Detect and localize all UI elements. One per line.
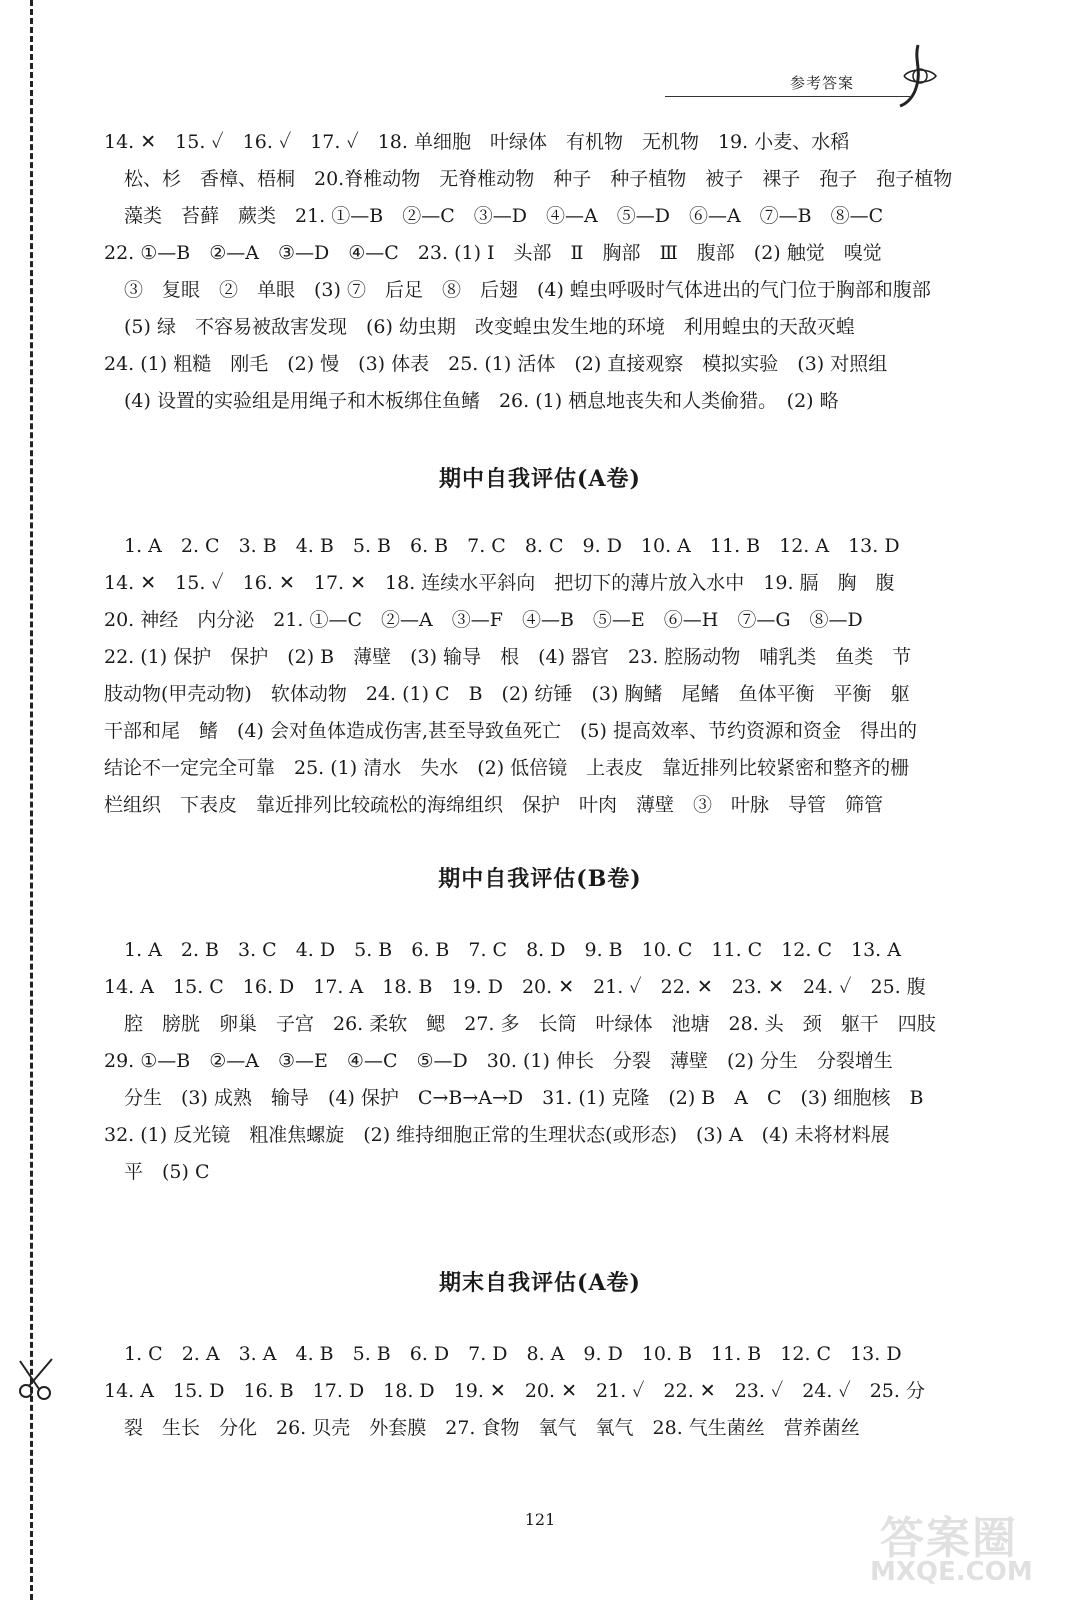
answer-line: 14. ✕ 15. ✓ 16. ✓ 17. ✓ 18. 单细胞 叶绿体 有机物 无机物 19. 小麦、水稻 (104, 131, 850, 153)
answer-line: 22. ①—B ②—A ③—D ④—C 23. (1) Ⅰ 头部 Ⅱ 胸部 Ⅲ 腹部 (2) 触觉 嗅觉 (104, 242, 882, 264)
page-number: 121 (524, 1510, 556, 1529)
header-rule (665, 96, 910, 97)
answers-section-3 (104, 1336, 984, 1447)
answer-line: 结论不一定完全可靠 25. (1) 清水 失水 (2) 低倍镜 上表皮 靠近排列比较紧密和整齐的栅 (104, 757, 910, 779)
answer-line: 24. (1) 粗糙 刚毛 (2) 慢 (3) 体表 25. (1) 活体 (2) 直接观察 模拟实验 (3) 对照组 (104, 353, 888, 375)
answer-line: (4) 设置的实验组是用绳子和木板绑住鱼鳍 26. (1) 栖息地丧失和人类偷猎。 (2) 略 (124, 390, 839, 412)
flourish-icon (888, 40, 958, 110)
watermark-url: MXQE.COM (870, 1557, 1033, 1587)
watermark (860, 1502, 1070, 1592)
answer-line: 22. (1) 保护 保护 (2) B 薄壁 (3) 输导 根 (4) 器官 23. 腔肠动物 哺乳类 鱼类 节 (104, 646, 912, 668)
answer-line: 14. A 15. C 16. D 17. A 18. B 19. D 20. ✕ 21. ✓ 22. ✕ 23. ✕ 24. ✓ 25. 腹 (104, 976, 926, 998)
answer-line: 29. ①—B ②—A ③—E ④—C ⑤—D 30. (1) 伸长 分裂 薄壁 (2) 分生 分裂增生 (104, 1050, 893, 1072)
answer-line: 20. 神经 内分泌 21. ①—C ②—A ③—F ④—B ⑤—E ⑥—H ⑦—G ⑧—D (104, 609, 863, 631)
answer-line: ③ 复眼 ② 单眼 (3) ⑦ 后足 ⑧ 后翅 (4) 蝗虫呼吸时气体进出的气门位于胸部和腹部 (124, 279, 931, 301)
answer-line: 裂 生长 分化 26. 贝壳 外套膜 27. 食物 氧气 氧气 28. 气生菌丝 营养菌丝 (124, 1417, 860, 1439)
header-label: 参考答案 (790, 74, 855, 92)
answer-line: 32. (1) 反光镜 粗准焦螺旋 (2) 维持细胞正常的生理状态(或形态) (3) A (4) 未将材料展 (104, 1124, 890, 1146)
answer-line: 1. C 2. A 3. A 4. B 5. B 6. D 7. D 8. A 9. D 10. B 11. B 12. C 13. D (124, 1343, 902, 1365)
answer-line: 腔 膀胱 卵巢 子宫 26. 柔软 鳃 27. 多 长筒 叶绿体 池塘 28. 头 颈 躯干 四肢 (124, 1013, 936, 1035)
answer-line: 平 (5) C (124, 1161, 210, 1183)
section-title: 期末自我评估(A卷) (439, 1270, 641, 1296)
answers-section-0 (104, 124, 984, 420)
scissors-icon (14, 1355, 60, 1401)
answer-line: 1. A 2. C 3. B 4. B 5. B 6. B 7. C 8. C 9. D 10. A 11. B 12. A 13. D (124, 535, 900, 557)
section-title: 期中自我评估(A卷) (439, 466, 641, 492)
answer-line: 分生 (3) 成熟 输导 (4) 保护 C→B→A→D 31. (1) 克隆 (2) B A C (3) 细胞核 B (124, 1087, 924, 1109)
answers-section-1 (104, 528, 984, 824)
watermark-logo-text: 答案圈 (880, 1513, 1018, 1564)
answer-line: 1. A 2. B 3. C 4. D 5. B 6. B 7. C 8. D 9. B 10. C 11. C 12. C 13. A (124, 939, 901, 961)
answer-line: 栏组织 下表皮 靠近排列比较疏松的海绵组织 保护 叶肉 薄壁 ③ 叶脉 导管 筛管 (104, 794, 884, 816)
answer-line: 干部和尾 鳍 (4) 会对鱼体造成伤害,甚至导致鱼死亡 (5) 提高效率、节约资源和资金 得出的 (104, 720, 917, 742)
section-title: 期中自我评估(B卷) (438, 866, 642, 892)
answers-section-2 (104, 932, 984, 1191)
answer-line: 14. ✕ 15. ✓ 16. ✕ 17. ✕ 18. 连续水平斜向 把切下的薄片放入水中 19. 膈 胸 腹 (104, 572, 895, 594)
answer-line: 藻类 苔藓 蕨类 21. ①—B ②—C ③—D ④—A ⑤—D ⑥—A ⑦—B ⑧—C (124, 205, 884, 227)
answer-line: 肢动物(甲壳动物) 软体动物 24. (1) C B (2) 纺锤 (3) 胸鳍 尾鳍 鱼体平衡 平衡 躯 (104, 683, 910, 705)
answer-line: 14. A 15. D 16. B 17. D 18. D 19. ✕ 20. ✕ 21. ✓ 22. ✕ 23. ✓ 24. ✓ 25. 分 (104, 1380, 925, 1402)
answer-line: (5) 绿 不容易被敌害发现 (6) 幼虫期 改变蝗虫发生地的环境 利用蝗虫的天敌灭蝗 (124, 316, 855, 338)
answer-line: 松、杉 香樟、梧桐 20.脊椎动物 无脊椎动物 种子 种子植物 被子 裸子 孢子 孢子植物 (124, 168, 953, 190)
